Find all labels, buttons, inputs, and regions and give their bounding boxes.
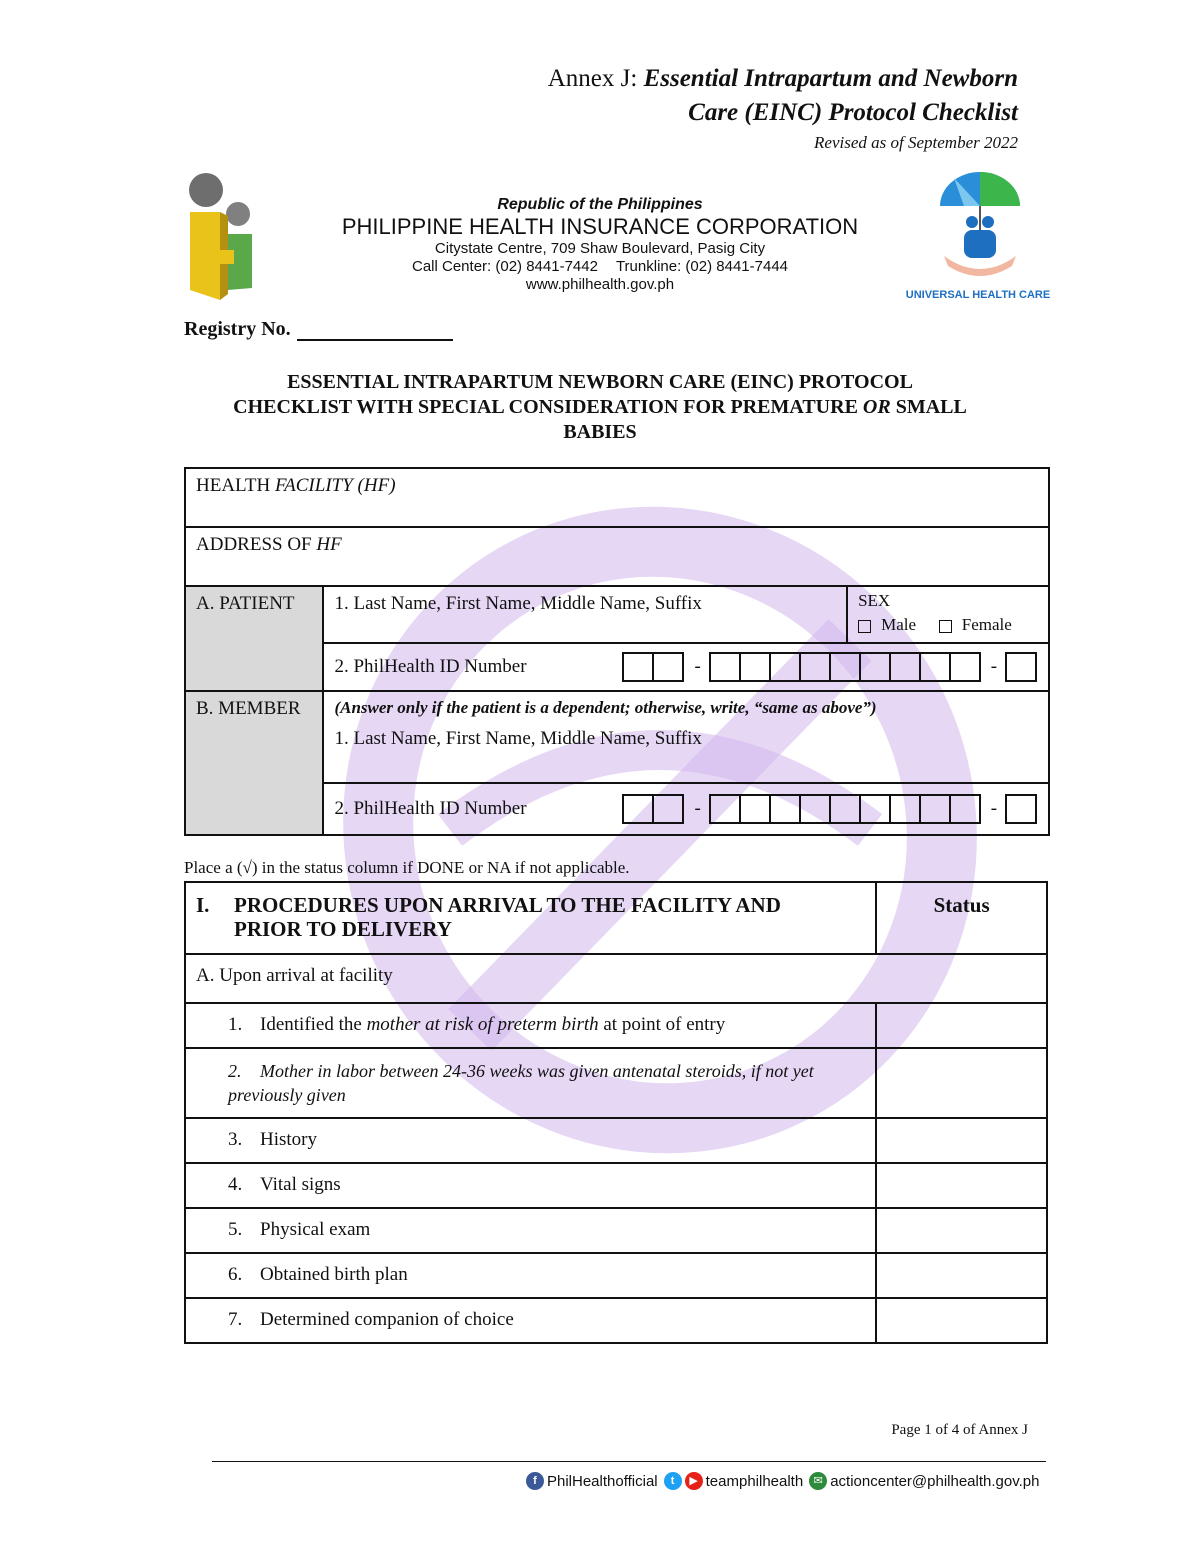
facebook-icon: f bbox=[526, 1472, 544, 1490]
status-cell[interactable] bbox=[876, 1163, 1047, 1208]
patient-info-table bbox=[184, 467, 1050, 836]
checklist-item: 5. Physical exam bbox=[185, 1208, 876, 1253]
status-cell[interactable] bbox=[876, 1003, 1047, 1048]
addr-label-italic: HF bbox=[316, 534, 342, 555]
patient-id-part3[interactable] bbox=[1007, 652, 1037, 682]
addr-label: ADDRESS OF bbox=[196, 534, 317, 555]
member-philhealth-id-row bbox=[323, 783, 1049, 835]
dash: - bbox=[990, 656, 998, 677]
universal-health-care-logo-icon bbox=[904, 170, 1052, 282]
address-of-hf-field[interactable] bbox=[185, 527, 1049, 586]
footer-divider bbox=[212, 1461, 1046, 1462]
member-id-part1[interactable] bbox=[624, 794, 684, 824]
twitter-youtube-handle[interactable]: teamphilhealth bbox=[705, 1472, 804, 1490]
title-line3: BABIES bbox=[563, 421, 637, 443]
sex-label: SEX bbox=[858, 591, 891, 610]
patient-id-label: 2. PhilHealth ID Number bbox=[334, 656, 527, 677]
member-name-field[interactable] bbox=[323, 691, 1049, 783]
subheading-upon-arrival: A. Upon arrival at facility bbox=[185, 954, 1047, 1003]
social-links bbox=[526, 1472, 1039, 1490]
section-title bbox=[185, 882, 876, 954]
status-cell[interactable] bbox=[876, 1208, 1047, 1253]
registry-number-field bbox=[184, 318, 453, 341]
annex-title-line1: Essential Intrapartum and Newborn bbox=[643, 65, 1018, 92]
member-note: (Answer only if the patient is a dependent; otherwise, write, “same as above”) bbox=[334, 698, 877, 717]
address-text: Citystate Centre, 709 Shaw Boulevard, Pasig City bbox=[434, 240, 766, 257]
patient-sex-field bbox=[847, 586, 1049, 643]
member-id-label: 2. PhilHealth ID Number bbox=[334, 798, 527, 819]
call-center: Call Center: (02) 8441-7442 bbox=[412, 258, 598, 275]
checklist-item: 2. Mother in labor between 24-36 weeks was given antenatal steroids, if not yet previously given bbox=[185, 1048, 876, 1118]
checklist-item: 7. Determined companion of choice bbox=[185, 1298, 876, 1343]
republic-text: Republic of the Philippines bbox=[497, 196, 703, 213]
checklist-item: 1. Identified the mother at risk of preterm birth at point of entry bbox=[185, 1003, 876, 1048]
document-title bbox=[184, 370, 1016, 445]
registry-label: Registry No. bbox=[184, 318, 291, 340]
checklist-table bbox=[184, 881, 1048, 1344]
page-number: Page 1 of 4 of Annex J bbox=[891, 1422, 1028, 1438]
email-address[interactable]: actioncenter@philhealth.gov.ph bbox=[830, 1472, 1040, 1490]
patient-name-field[interactable]: 1. Last Name, First Name, Middle Name, Suffix bbox=[323, 586, 847, 643]
checklist-item: 4. Vital signs bbox=[185, 1163, 876, 1208]
section-number: I. bbox=[196, 893, 210, 917]
registry-input-line[interactable] bbox=[297, 321, 453, 341]
title-line1: ESSENTIAL INTRAPARTUM NEWBORN CARE (EINC) PROTOCOL bbox=[287, 371, 913, 393]
dash: - bbox=[990, 798, 998, 819]
website-link[interactable]: www.philhealth.gov.ph bbox=[525, 276, 675, 293]
facebook-handle[interactable]: PhilHealthofficial bbox=[547, 1472, 658, 1490]
status-cell[interactable] bbox=[876, 1048, 1047, 1118]
title-line2b: OR bbox=[862, 396, 891, 418]
status-header: Status bbox=[876, 882, 1047, 954]
revised-date: Revised as of September 2022 bbox=[814, 133, 1018, 152]
patient-id-part1[interactable] bbox=[624, 652, 684, 682]
status-cell[interactable] bbox=[876, 1253, 1047, 1298]
sex-female-option[interactable] bbox=[939, 615, 1012, 634]
instruction-text: Place a (√) in the status column if DONE or NA if not applicable. bbox=[184, 858, 630, 877]
annex-title-line2: Care (EINC) Protocol Checklist bbox=[688, 99, 1018, 126]
annex-heading bbox=[548, 62, 1018, 156]
annex-prefix: Annex J: bbox=[547, 65, 644, 92]
section-title-text: PROCEDURES UPON ARRIVAL TO THE FACILITY AND PRIOR TO DELIVERY bbox=[234, 893, 781, 941]
member-id-part3[interactable] bbox=[1007, 794, 1037, 824]
patient-id-part2[interactable] bbox=[711, 652, 981, 682]
title-line2c: SMALL bbox=[890, 396, 967, 418]
male-checkbox[interactable] bbox=[858, 620, 871, 633]
dash: - bbox=[694, 656, 701, 677]
female-label: Female bbox=[961, 615, 1012, 634]
email-icon: ✉ bbox=[809, 1472, 827, 1490]
dash: - bbox=[694, 798, 701, 819]
philhealth-logo-icon bbox=[186, 172, 256, 302]
member-id-part2[interactable] bbox=[711, 794, 981, 824]
youtube-icon: ▶ bbox=[685, 1472, 703, 1490]
status-cell[interactable] bbox=[876, 1118, 1047, 1163]
member-name-label: 1. Last Name, First Name, Middle Name, Suffix bbox=[334, 728, 702, 749]
status-cell[interactable] bbox=[876, 1298, 1047, 1343]
patient-philhealth-id-row bbox=[323, 643, 1049, 691]
female-checkbox[interactable] bbox=[939, 620, 952, 633]
trunkline: Trunkline: (02) 8441-7444 bbox=[615, 258, 788, 275]
corporation-name: PHILIPPINE HEALTH INSURANCE CORPORATION bbox=[341, 214, 859, 239]
uhc-label: UNIVERSAL HEALTH CARE bbox=[905, 289, 1051, 301]
male-label: Male bbox=[881, 615, 917, 634]
letterhead bbox=[300, 196, 900, 294]
checklist-item: 6. Obtained birth plan bbox=[185, 1253, 876, 1298]
hf-label: HEALTH bbox=[196, 475, 275, 496]
member-section-label: B. MEMBER bbox=[185, 691, 323, 835]
hf-label-italic: FACILITY (HF) bbox=[275, 475, 396, 496]
title-line2a: CHECKLIST WITH SPECIAL CONSIDERATION FOR PREMATURE bbox=[233, 396, 863, 418]
checklist-item: 3. History bbox=[185, 1118, 876, 1163]
twitter-icon: t bbox=[664, 1472, 682, 1490]
patient-section-label: A. PATIENT bbox=[185, 586, 323, 691]
health-facility-field[interactable] bbox=[185, 468, 1049, 527]
sex-male-option[interactable] bbox=[858, 615, 916, 634]
